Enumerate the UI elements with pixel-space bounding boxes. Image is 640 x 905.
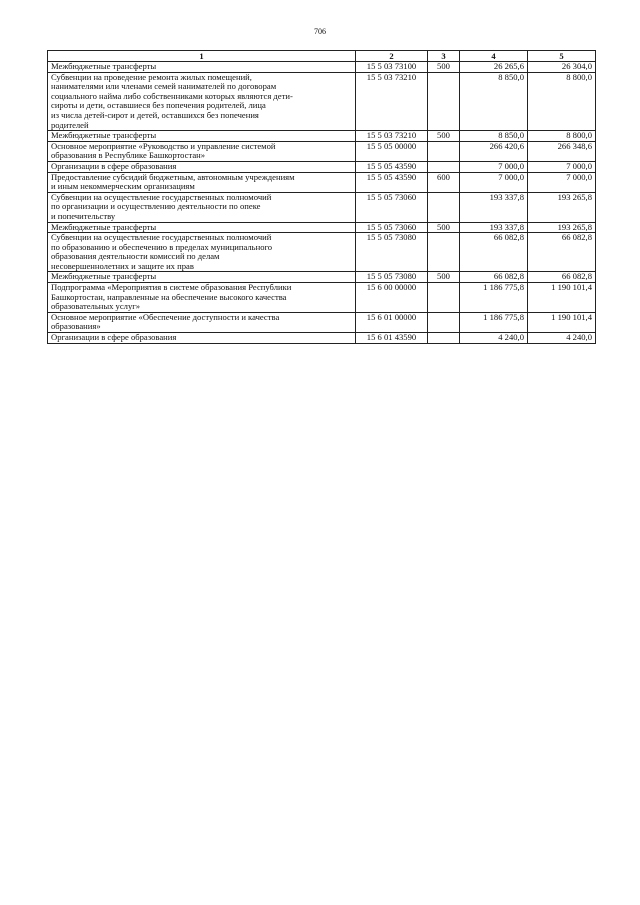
budget-code: 15 6 01 00000 xyxy=(356,312,428,332)
table-row xyxy=(48,222,596,233)
amount-year-2: 8 800,0 xyxy=(528,131,596,142)
table-row xyxy=(48,333,596,344)
budget-code: 15 5 05 73060 xyxy=(356,192,428,222)
expense-type xyxy=(428,141,460,161)
expense-type: 500 xyxy=(428,62,460,73)
amount-year-2: 193 265,8 xyxy=(528,222,596,233)
table-row xyxy=(48,192,596,222)
amount-year-1: 26 265,6 xyxy=(460,62,528,73)
expense-type: 500 xyxy=(428,131,460,142)
table-row xyxy=(48,272,596,283)
amount-year-2: 4 240,0 xyxy=(528,333,596,344)
page-number: 706 xyxy=(314,27,326,36)
item-name: Организации в сфере образования xyxy=(48,333,356,344)
amount-year-2: 7 000,0 xyxy=(528,172,596,192)
item-name: Подпрограмма «Мероприятия в системе образования Республики Башкортостан, направленные на обеспечение высокого качества образовательных услуг» xyxy=(48,283,356,313)
amount-year-2: 1 190 101,4 xyxy=(528,312,596,332)
amount-year-1: 193 337,8 xyxy=(460,192,528,222)
expense-type xyxy=(428,283,460,313)
budget-code: 15 5 05 73080 xyxy=(356,233,428,272)
item-name: Субвенции на проведение ремонта жилых помещений, нанимателями или членами семей нанимателей по договорам социального найма либо собственниками которых являются дети- сироты и дети, оставшиеся без попечения родителей, лица из числа детей-сирот и детей, оставшихся без попечения родителей xyxy=(48,72,356,131)
budget-table xyxy=(47,50,596,344)
amount-year-2: 8 800,0 xyxy=(528,72,596,131)
item-name: Межбюджетные трансферты xyxy=(48,62,356,73)
item-name: Межбюджетные трансферты xyxy=(48,222,356,233)
header-cell: 4 xyxy=(460,51,528,62)
budget-code: 15 5 05 00000 xyxy=(356,141,428,161)
amount-year-2: 66 082,8 xyxy=(528,272,596,283)
expense-type xyxy=(428,333,460,344)
amount-year-1: 4 240,0 xyxy=(460,333,528,344)
header-row xyxy=(48,51,596,62)
table-row xyxy=(48,312,596,332)
item-name: Субвенции на осуществление государственных полномочий по организации и осуществлению деятельности по опеке и попечительству xyxy=(48,192,356,222)
budget-code: 15 5 03 73100 xyxy=(356,62,428,73)
item-name: Межбюджетные трансферты xyxy=(48,272,356,283)
amount-year-1: 266 420,6 xyxy=(460,141,528,161)
header-cell: 3 xyxy=(428,51,460,62)
budget-code: 15 5 03 73210 xyxy=(356,72,428,131)
item-name: Основное мероприятие «Обеспечение доступности и качества образования» xyxy=(48,312,356,332)
header-cell: 5 xyxy=(528,51,596,62)
amount-year-2: 193 265,8 xyxy=(528,192,596,222)
table-body xyxy=(48,62,596,344)
amount-year-2: 26 304,0 xyxy=(528,62,596,73)
expense-type xyxy=(428,233,460,272)
amount-year-1: 7 000,0 xyxy=(460,172,528,192)
item-name: Основное мероприятие «Руководство и управление системой образования в Республике Башкортостан» xyxy=(48,141,356,161)
expense-type: 600 xyxy=(428,172,460,192)
budget-code: 15 5 05 73080 xyxy=(356,272,428,283)
table-row xyxy=(48,233,596,272)
amount-year-1: 193 337,8 xyxy=(460,222,528,233)
item-name: Предоставление субсидий бюджетным, автономным учреждениям и иным некоммерческим организациям xyxy=(48,172,356,192)
amount-year-2: 66 082,8 xyxy=(528,233,596,272)
table-row xyxy=(48,62,596,73)
expense-type xyxy=(428,161,460,172)
header-cell: 2 xyxy=(356,51,428,62)
table-row xyxy=(48,172,596,192)
budget-code: 15 6 00 00000 xyxy=(356,283,428,313)
budget-code: 15 5 05 43590 xyxy=(356,172,428,192)
expense-type xyxy=(428,192,460,222)
amount-year-1: 66 082,8 xyxy=(460,272,528,283)
table-row xyxy=(48,72,596,131)
amount-year-1: 8 850,0 xyxy=(460,131,528,142)
header-cell: 1 xyxy=(48,51,356,62)
table-row xyxy=(48,131,596,142)
table-row xyxy=(48,141,596,161)
budget-code: 15 6 01 43590 xyxy=(356,333,428,344)
table-row xyxy=(48,161,596,172)
amount-year-1: 66 082,8 xyxy=(460,233,528,272)
budget-code: 15 5 05 43590 xyxy=(356,161,428,172)
expense-type xyxy=(428,72,460,131)
expense-type: 500 xyxy=(428,272,460,283)
amount-year-1: 1 186 775,8 xyxy=(460,312,528,332)
amount-year-1: 7 000,0 xyxy=(460,161,528,172)
item-name: Межбюджетные трансферты xyxy=(48,131,356,142)
table-row xyxy=(48,283,596,313)
item-name: Организации в сфере образования xyxy=(48,161,356,172)
expense-type xyxy=(428,312,460,332)
item-name: Субвенции на осуществление государственных полномочий по образованию и обеспечению в пределах муниципального образования деятельности комиссий по делам несовершеннолетних и защите их прав xyxy=(48,233,356,272)
amount-year-2: 266 348,6 xyxy=(528,141,596,161)
amount-year-2: 7 000,0 xyxy=(528,161,596,172)
expense-type: 500 xyxy=(428,222,460,233)
amount-year-1: 1 186 775,8 xyxy=(460,283,528,313)
amount-year-2: 1 190 101,4 xyxy=(528,283,596,313)
amount-year-1: 8 850,0 xyxy=(460,72,528,131)
budget-code: 15 5 05 73060 xyxy=(356,222,428,233)
budget-code: 15 5 03 73210 xyxy=(356,131,428,142)
